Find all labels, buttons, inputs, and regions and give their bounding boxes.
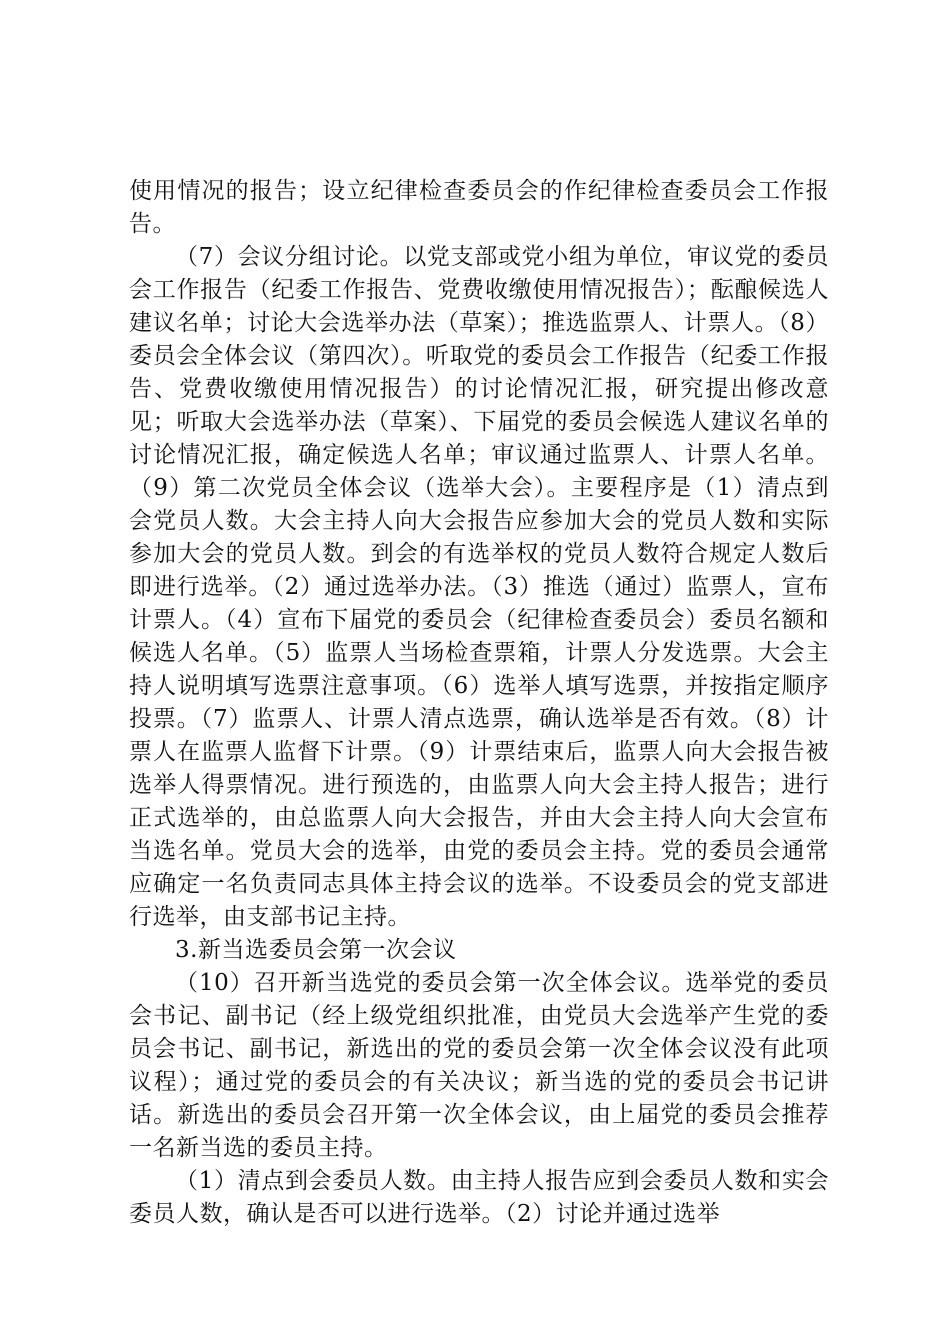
paragraph-first-meeting: （10）召开新当选党的委员会第一次全体会议。选举党的委员会书记、副书记（经上级党组织批准，由党员大会选举产生党的委员会书记、副书记，新选出的党的委员会第一次全体会议没有此项议程）；通过党的委员会的有关决议；新当选的党的委员会书记讲话。新选出的委员会召开第一次全体会议，由上届党的委员会推荐一名新当选的委员主持。	[129, 970, 829, 1161]
document-body	[129, 175, 829, 1231]
paragraph-election-steps: （1）清点到会委员人数。由主持人报告应到会委员人数和实会委员人数，确认是否可以进行选举。（2）讨论并通过选举	[129, 1168, 829, 1227]
paragraph-continuation: 使用情况的报告；设立纪律检查委员会的作纪律检查委员会工作报告。	[129, 178, 829, 237]
section-heading: 3.新当选委员会第一次会议	[175, 937, 457, 963]
paragraph-meeting-procedures: （7）会议分组讨论。以党支部或党小组为单位，审议党的委员会工作报告（纪委工作报告、党费收缴使用情况报告）；酝酿候选人建议名单；讨论大会选举办法（草案）；推选监票人、计票人。（8）委员会全体会议（第四次）。听取党的委员会工作报告（纪委工作报告、党费收缴使用情况报告）的讨论情况汇报，研究提出修改意见；听取大会选举办法（草案）、下届党的委员会候选人建议名单的讨论情况汇报，确定候选人名单；审议通过监票人、计票人名单。（9）第二次党员全体会议（选举大会）。主要程序是（1）清点到会党员人数。大会主持人向大会报告应参加大会的党员人数和实际参加大会的党员人数。到会的有选举权的党员人数符合规定人数后即进行选举。（2）通过选举办法。（3）推选（通过）监票人，宣布计票人。（4）宣布下届党的委员会（纪律检查委员会）委员名额和候选人名单。（5）监票人当场检查票箱，计票人分发选票。大会主持人说明填写选票注意事项。（6）选举人填写选票，并按指定顺序投票。（7）监票人、计票人清点选票，确认选举是否有效。（8）计票人在监票人监督下计票。（9）计票结束后，监票人向大会报告被选举人得票情况。进行预选的，由监票人向大会主持人报告；进行正式选举的，由总监票人向大会报告，并由大会主持人向大会宣布当选名单。党员大会的选举，由党的委员会主持。党的委员会通常应确定一名负责同志具体主持会议的选举。不设委员会的党支部进行选举，由支部书记主持。	[129, 244, 829, 930]
